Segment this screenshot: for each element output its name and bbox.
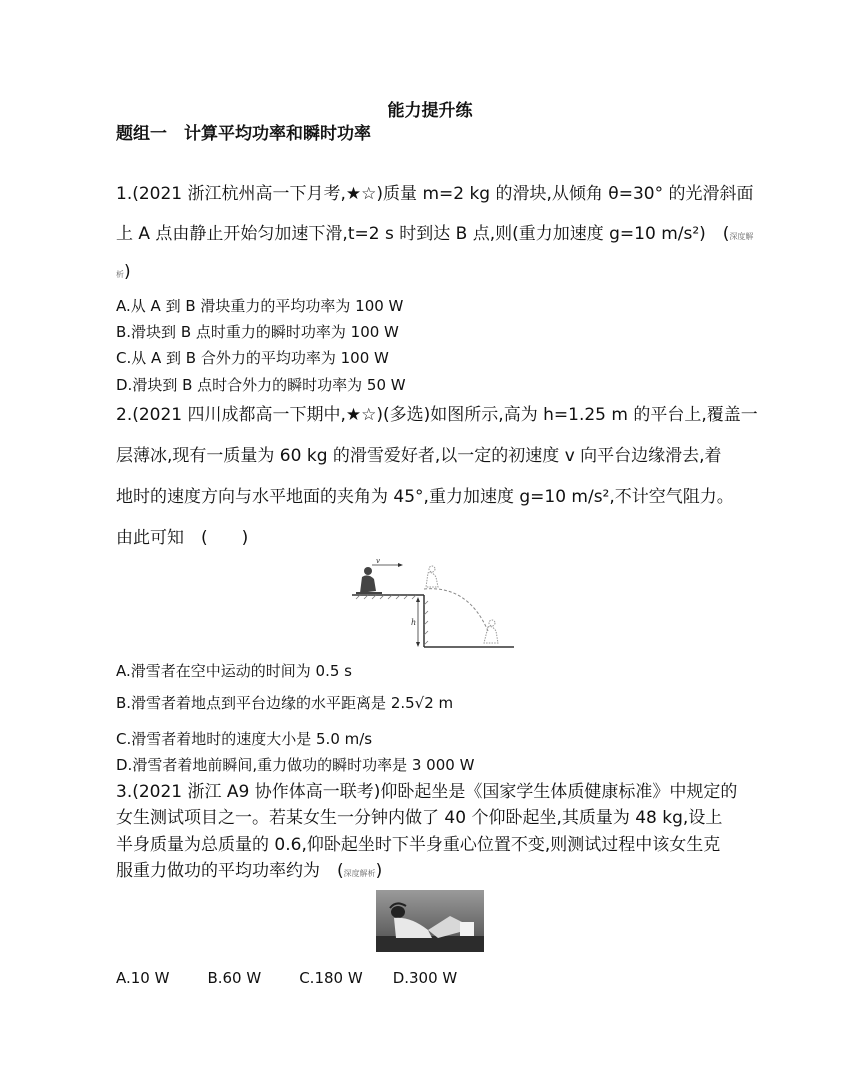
q2-option-d: D.滑雪者着地前瞬间,重力做功的瞬时功率是 3 000 W (116, 756, 475, 774)
q3-stem-line-3: 半身质量为总质量的 0.6,仰卧起坐时下半身重心位置不变,则测试过程中该女生克 (116, 835, 721, 855)
q3-options-row (116, 968, 457, 988)
skier-icon (356, 567, 382, 594)
q1-option-b: B.滑块到 B 点时重力的瞬时功率为 100 W (116, 323, 399, 341)
skier-airborne-icon (426, 566, 438, 587)
q3-stem-line-1: 3.(2021 浙江 A9 协作体高一联考)仰卧起坐是《国家学生体质健康标准》中规定的 (116, 782, 738, 802)
q1-stem-line-1: 1.(2021 浙江杭州高一下月考,★☆)质量 m=2 kg 的滑块,从倾角 θ=30° 的光滑斜面 (116, 184, 754, 204)
q1-analysis-tag[interactable]: 深度解 (729, 232, 754, 241)
q1-option-d: D.滑块到 B 点时合外力的瞬时功率为 50 W (116, 376, 406, 394)
page-title: 能力提升练 (387, 101, 473, 121)
skier-landing-icon (484, 620, 498, 643)
q3-option-a: A.10 W (116, 969, 170, 987)
q3-paren-close: ) (375, 861, 383, 881)
q3-stem-line-4-text: 服重力做功的平均功率约为 ( (116, 861, 344, 881)
section-heading: 题组一 计算平均功率和瞬时功率 (116, 124, 371, 144)
q1-stem-line-3 (116, 262, 131, 285)
trajectory-curve (424, 589, 488, 631)
q3-option-c: C.180 W (299, 969, 363, 987)
h-label: h (411, 618, 417, 627)
q1-option-a: A.从 A 到 B 滑块重力的平均功率为 100 W (116, 297, 404, 315)
q3-analysis-tag[interactable]: 深度解析 (343, 869, 376, 878)
q1-paren-close: ) (124, 262, 131, 282)
q3-stem-line-4 (116, 861, 382, 884)
q3-stem-line-2: 女生测试项目之一。若某女生一分钟内做了 40 个仰卧起坐,其质量为 48 kg,设上 (116, 808, 723, 828)
q2-option-b: B.滑雪者着地点到平台边缘的水平距离是 2.5√2 m (116, 694, 454, 712)
q1-option-c: C.从 A 到 B 合外力的平均功率为 100 W (116, 349, 389, 367)
q1-stem-line-2-text: 上 A 点由静止开始匀加速下滑,t=2 s 时到达 B 点,则(重力加速度 g=10 m/s²) ( (116, 224, 730, 244)
q3-option-b: B.60 W (207, 969, 262, 987)
q2-stem-line-4: 由此可知 ( ) (116, 528, 249, 548)
q1-stem-line-2 (116, 224, 753, 247)
q3-option-d: D.300 W (392, 969, 458, 987)
platform-skier-figure (348, 555, 518, 655)
situp-photo (376, 890, 484, 952)
q2-stem-line-1: 2.(2021 四川成都高一下期中,★☆)(多选)如图所示,高为 h=1.25 m 的平台上,覆盖一 (116, 405, 758, 425)
v-label: v (376, 557, 380, 565)
q2-stem-line-2: 层薄冰,现有一质量为 60 kg 的滑雪爱好者,以一定的初速度 v 向平台边缘滑去,着 (116, 446, 722, 466)
q2-option-c: C.滑雪者着地时的速度大小是 5.0 m/s (116, 730, 373, 748)
q1-analysis-tag-cont: 析 (116, 270, 124, 279)
q2-stem-line-3: 地时的速度方向与水平地面的夹角为 45°,重力加速度 g=10 m/s²,不计空气阻力。 (116, 487, 734, 507)
q2-option-a: A.滑雪者在空中运动的时间为 0.5 s (116, 662, 352, 680)
